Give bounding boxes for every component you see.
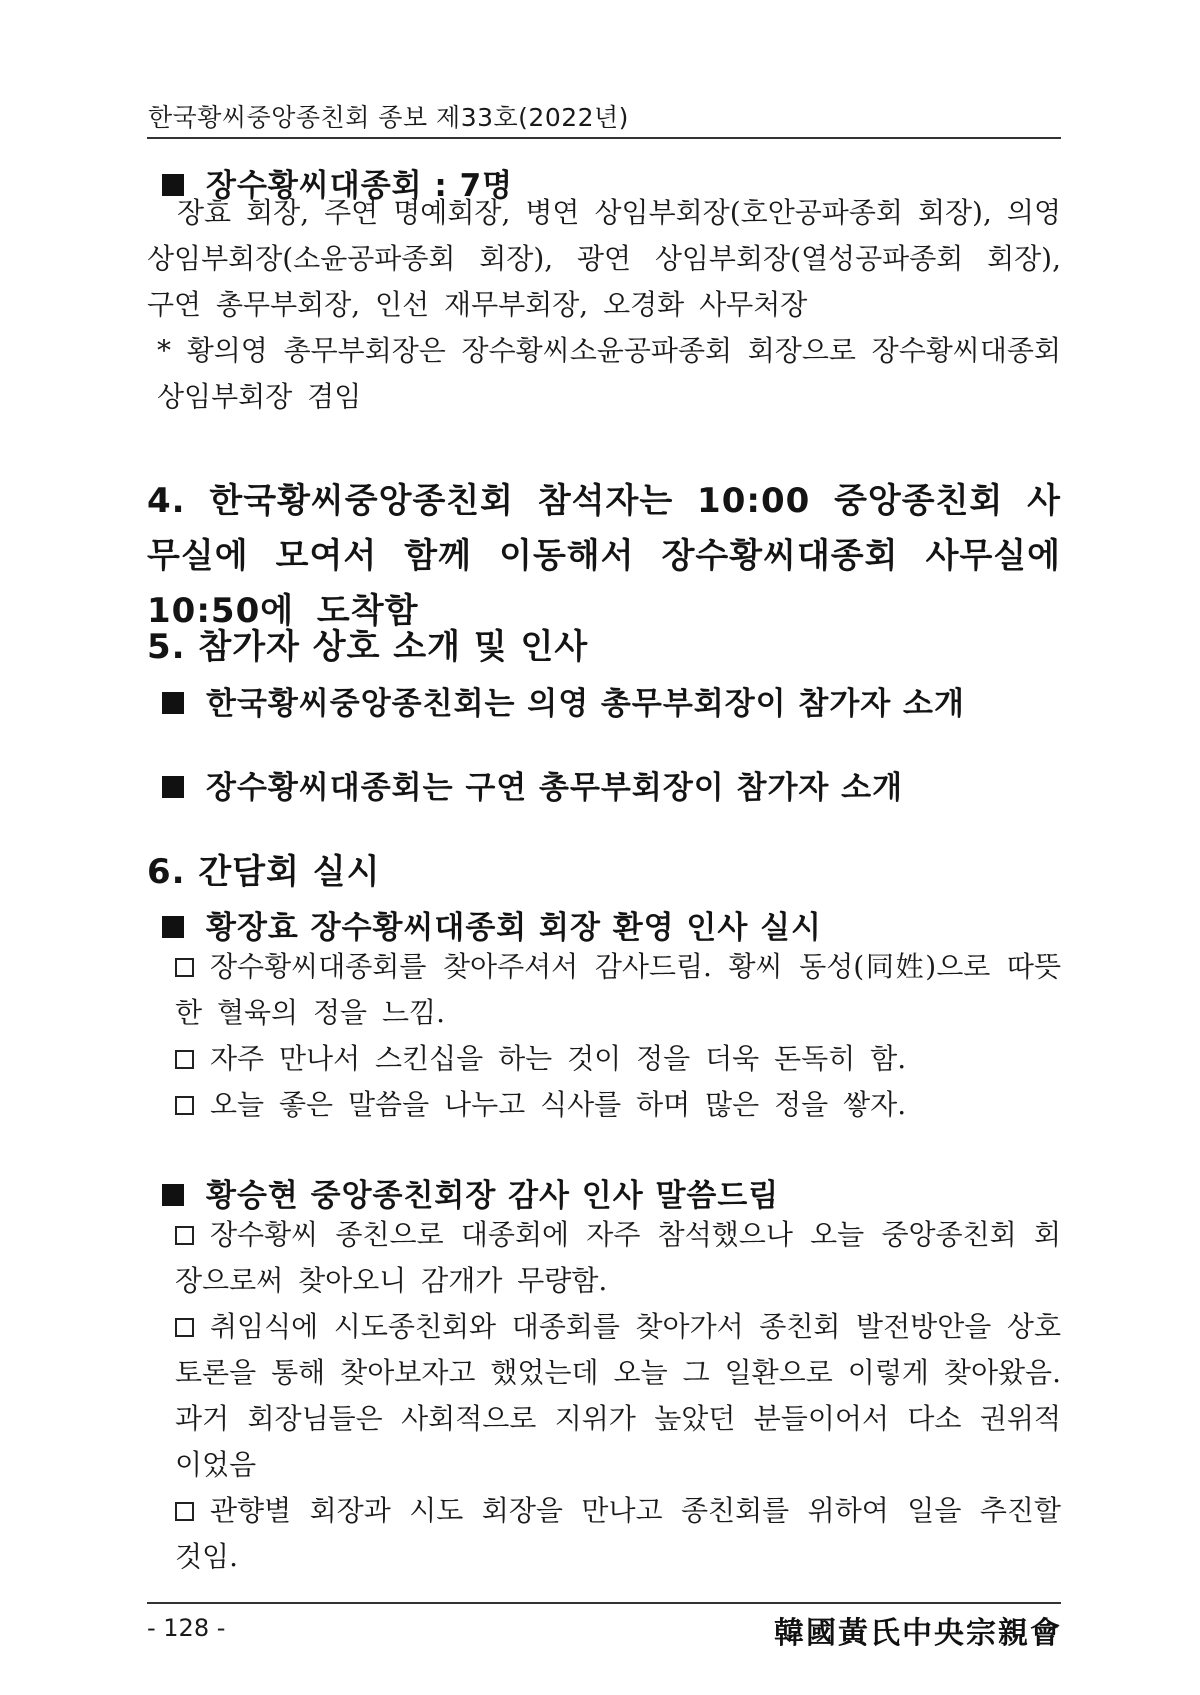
black-square-bullet-icon [162,916,184,938]
checkbox-bullet-icon [175,1050,194,1069]
section-6-sub2-heading: 황승현 중앙종친회장 감사 인사 말씀드림 [162,1170,779,1215]
page-number: - 128 - [147,1614,226,1642]
black-square-bullet-icon [162,776,184,798]
section-6-sub1-item-3: 오늘 좋은 말씀을 나누고 식사를 하며 많은 정을 쌓자. [147,1082,1061,1128]
black-square-bullet-icon [162,692,184,714]
footer-divider [147,1602,1061,1604]
section-6-sub1-item-2: 자주 만나서 스킨십을 하는 것이 정을 더욱 돈독히 함. [147,1036,1061,1082]
section-6-sub1-heading: 황장효 장수황씨대종회 회장 환영 인사 실시 [162,902,822,947]
checkbox-bullet-icon [175,958,194,977]
section-6-sub2-item-3: 관향별 회장과 시도 회장을 만나고 종친회를 위하여 일을 추진할 것임. [175,1494,1061,1573]
section-6-sub2-item-2: 취임식에 시도종친회와 대종회를 찾아가서 종친회 발전방안을 상호 토론을 통해 찾아보자고 했었는데 오늘 그 일환으로 이렇게 찾아왔음. 과거 회장님들은 사회적으로 지위가 높았던 분들이어서 다소 권위적이었음 [175,1310,1061,1481]
jangsu-heading-text: 장수황씨대종회 : 7명 [206,168,514,204]
jangsu-members-paragraph: 장효 회장, 주연 명예회장, 병연 상임부회장(호안공파종회 회장), 의영 상임부회장(소윤공파종회 회장), 광연 상임부회장(열성공파종회 회장), 구연 총무부회장, 인선 재무부회장, 오경화 사무처장 [147,196,1061,321]
black-square-bullet-icon [162,1184,184,1206]
section-5-heading: 5. 참가자 상호 소개 및 인사 [147,627,589,667]
header-divider [147,137,1061,139]
checkbox-bullet-icon [175,1096,194,1115]
section-6-sub1-item-1: 장수황씨대종회를 찾아주셔서 감사드림. 황씨 동성(同姓)으로 따뜻한 혈육의 정을 느낌. [175,950,1061,1029]
checkbox-bullet-icon [175,1318,194,1337]
checkbox-bullet-icon [175,1502,194,1521]
section-5-item-2: 장수황씨대종회는 구연 총무부회장이 참가자 소개 [162,762,903,807]
header-title: 한국황씨중앙종친회 종보 제33호(2022년) [148,103,629,132]
section-4-heading: 4. 한국황씨중앙종친회 참석자는 10:00 중앙종친회 사무실에 모여서 함께 이동해서 장수황씨대종회 사무실에 10:50에 도착함 [147,481,1061,631]
checkbox-bullet-icon [175,1226,194,1245]
footer-logo: 韓國黃氏中央宗親會 [774,1616,1062,1651]
section-6-heading: 6. 간담회 실시 [147,852,381,892]
jangsu-note-paragraph: * 황의영 총무부회장은 장수황씨소윤공파종회 회장으로 장수황씨대종회 상임부회장 겸임 [157,334,1061,413]
section-6-sub2-item-1: 장수황씨 종친으로 대종회에 자주 참석했으나 오늘 중앙종친회 회장으로써 찾아오니 감개가 무량함. [175,1218,1061,1297]
section-5-item-1: 한국황씨중앙종친회는 의영 총무부회장이 참가자 소개 [162,678,965,723]
